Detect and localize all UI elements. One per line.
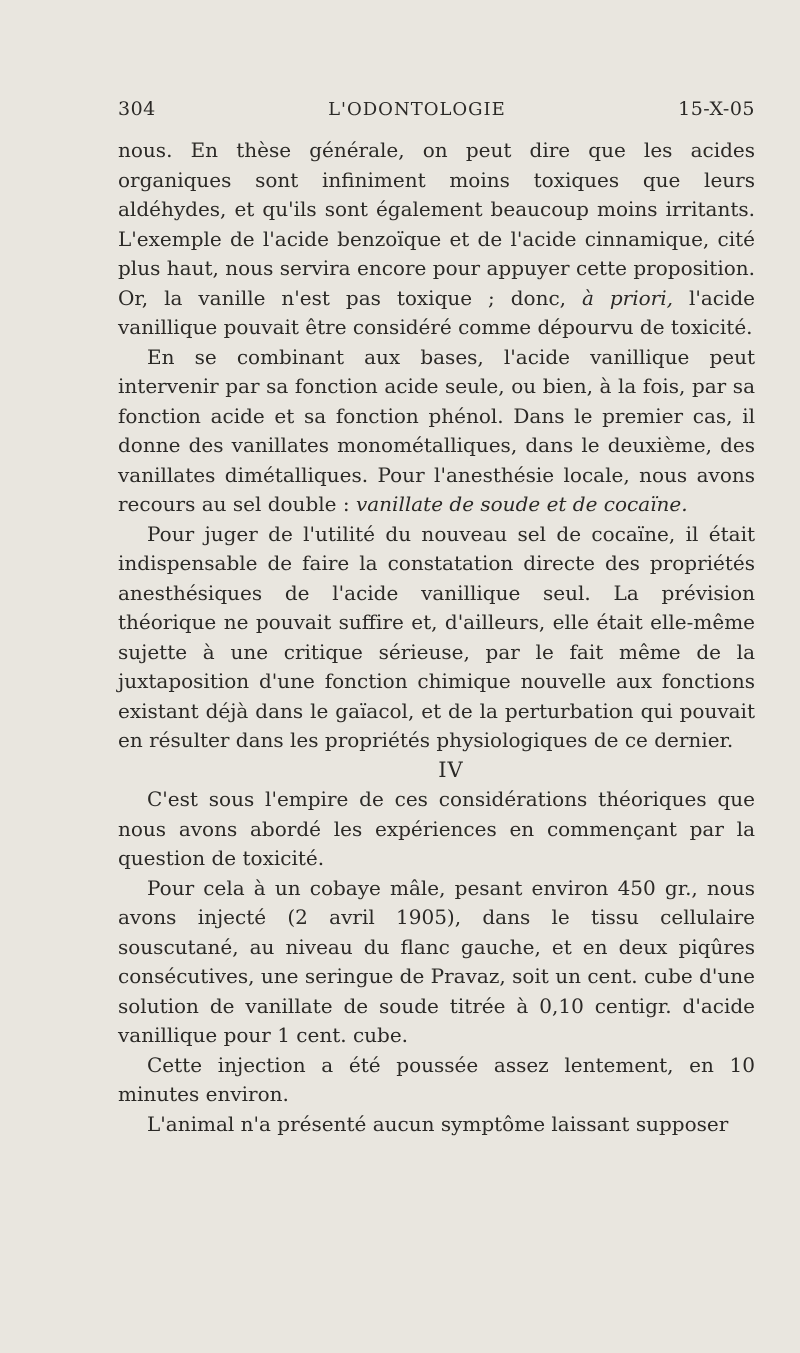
paragraph-3: Pour juger de l'utilité du nouveau sel de cocaïne, il était indispensable de faire la constatation directe des propriétés anesthésiques de l'acide vanillique seul. La prévision théorique ne pouvait suffire et, d'ailleurs, elle était elle-même sujette à une critique sérieuse, par le fait même de la juxtaposition d'une fonction chimique nouvelle aux fonctions existant déjà dans le gaïacol, et de la perturbation qui pouvait en résulter dans les propriétés physiologiques de ce dernier.	[118, 521, 755, 752]
journal-title: L'ODONTOLOGIE	[328, 99, 506, 120]
paragraph-1	[118, 136, 755, 343]
page-number: 304	[118, 98, 156, 120]
paragraph-6: Cette injection a été poussée assez lentement, en 10 minutes environ.	[118, 1052, 755, 1106]
text-body	[118, 136, 755, 1139]
running-header	[118, 98, 755, 120]
paragraph-7: L'animal n'a présenté aucun symptôme laissant supposer	[147, 1111, 729, 1136]
paragraph-5: Pour cela à un cobaye mâle, pesant environ 450 gr., nous avons injecté (2 avril 1905), dans le tissu cellulaire souscutané, au niveau du flanc gauche, et en deux piqûres consécutives, une seringue de Pravaz, soit un cent. cube d'une solution de vanillate de soude titrée à 0,10 centigr. d'acide vanillique pour 1 cent. cube.	[118, 875, 755, 1047]
paragraph-1-end: l'acide vanillique pouvait être considéré comme dépourvu de toxicité.	[118, 285, 755, 339]
section-heading: IV	[438, 757, 464, 782]
paragraph-1-text: nous. En thèse générale, on peut dire que les acides organiques sont infiniment moins toxiques que leurs aldéhydes, et qu'ils sont également beaucoup moins irritants. L'exemple de l'acide benzoïque et de l'acide cinnamique, cité plus haut, nous servira encore pour appuyer cette proposition. Or, la vanille n'est pas toxique ; donc,	[118, 138, 755, 310]
paragraph-2-text: En se combinant aux bases, l'acide vanillique peut intervenir par sa fonction acide seule, ou bien, à la fois, par sa fonction acide et sa fonction phénol. Dans le premier cas, il donne des vanillates monométalliques, dans le deuxième, des vanillates dimétalliques. Pour l'anesthésie locale, nous avons recours au sel double :	[118, 344, 755, 516]
paragraph-2	[118, 343, 755, 520]
paragraph-4: C'est sous l'empire de ces considérations théoriques que nous avons abordé les expériences en commençant par la question de toxicité.	[118, 787, 755, 870]
paragraph-1-italic: à priori,	[581, 285, 673, 310]
issue-date: 15-X-05	[678, 98, 755, 120]
paragraph-2-italic: vanillate de soude et de cocaïne.	[355, 492, 688, 516]
